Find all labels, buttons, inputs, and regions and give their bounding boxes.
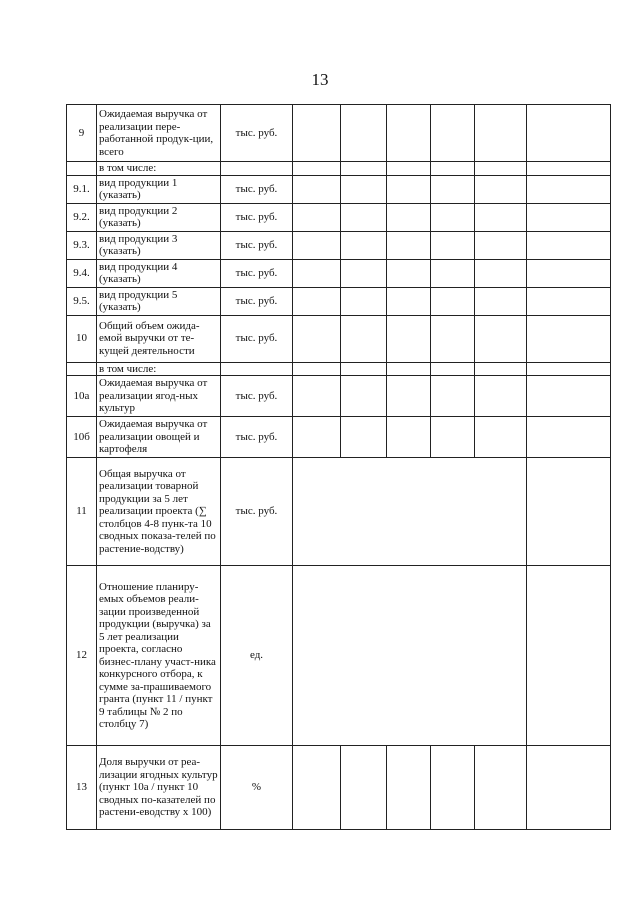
table-row (67, 362, 611, 376)
table-row (67, 566, 611, 746)
row-label: Ожидаемая выручка от реализации овощей и картофеля (97, 417, 221, 458)
table-row (67, 287, 611, 315)
row-number: 9.5. (67, 287, 97, 315)
table-row (67, 162, 611, 176)
row-label: вид продукции 1 (указать) (97, 175, 221, 203)
row-unit: тыс. руб. (221, 175, 293, 203)
table-row (67, 231, 611, 259)
table-row (67, 746, 611, 830)
row-number (67, 362, 97, 376)
row-unit: тыс. руб. (221, 458, 293, 566)
row-label: в том числе: (97, 362, 221, 376)
row-unit: ед. (221, 566, 293, 746)
row-number (67, 162, 97, 176)
table-row (67, 376, 611, 417)
row-label: вид продукции 3 (указать) (97, 231, 221, 259)
row-number: 11 (67, 458, 97, 566)
row-label: вид продукции 2 (указать) (97, 203, 221, 231)
row-unit: тыс. руб. (221, 417, 293, 458)
row-label: Доля выручки от реа-лизации ягодных культур (пункт 10а / пункт 10 сводных по-казателей по растени-еводству х 100) (97, 746, 221, 830)
row-number: 9 (67, 105, 97, 162)
row-number: 10б (67, 417, 97, 458)
table-row (67, 417, 611, 458)
table-row (67, 458, 611, 566)
table-row (67, 259, 611, 287)
row-label: Ожидаемая выручка от реализации пере-работанной продук-ции, всего (97, 105, 221, 162)
row-unit: тыс. руб. (221, 287, 293, 315)
row-number: 9.2. (67, 203, 97, 231)
merged-value-cell (293, 566, 527, 746)
row-label: вид продукции 4 (указать) (97, 259, 221, 287)
row-unit: % (221, 746, 293, 830)
table-row (67, 315, 611, 362)
row-label: Общая выручка от реализации товарной продукции за 5 лет реализации проекта (∑ столбцов 4-8 пунк-та 10 сводных показа-телей по растение-водству) (97, 458, 221, 566)
indicators-table (66, 104, 611, 830)
page-number: 13 (311, 70, 329, 89)
row-label: Общий объем ожида-емой выручки от те-кущей деятельности (97, 315, 221, 362)
row-number: 9.1. (67, 175, 97, 203)
row-unit (221, 162, 293, 176)
row-unit: тыс. руб. (221, 376, 293, 417)
row-label: в том числе: (97, 162, 221, 176)
row-unit: тыс. руб. (221, 105, 293, 162)
row-number: 9.3. (67, 231, 97, 259)
row-number: 13 (67, 746, 97, 830)
table-row (67, 203, 611, 231)
row-number: 10 (67, 315, 97, 362)
table-row (67, 175, 611, 203)
row-number: 10а (67, 376, 97, 417)
row-unit: тыс. руб. (221, 259, 293, 287)
row-unit: тыс. руб. (221, 203, 293, 231)
table-row (67, 105, 611, 162)
row-label: Отношение планиру-емых объемов реали-зации произведенной продукции (выручка) за 5 лет реализации проекта, согласно бизнес-плану участ-ника конкурсного отбора, к сумме за-прашиваемого гранта (пункт 11 / пункт 9 таблицы № 2 по столбцу 7) (97, 566, 221, 746)
row-unit: тыс. руб. (221, 315, 293, 362)
row-label: вид продукции 5 (указать) (97, 287, 221, 315)
merged-value-cell (293, 458, 527, 566)
row-number: 9.4. (67, 259, 97, 287)
row-unit (221, 362, 293, 376)
row-unit: тыс. руб. (221, 231, 293, 259)
row-label: Ожидаемая выручка от реализации ягод-ных культур (97, 376, 221, 417)
row-number: 12 (67, 566, 97, 746)
